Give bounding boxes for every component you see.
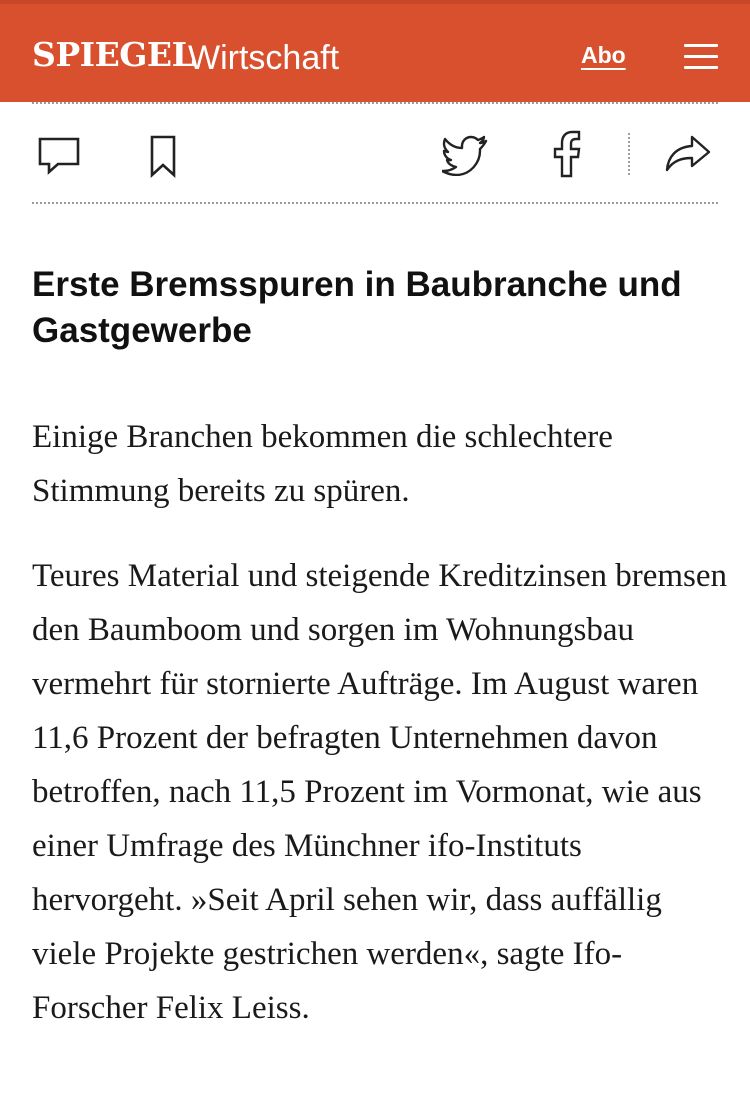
toolbar-separator [628,133,630,175]
comment-icon[interactable] [37,136,83,176]
divider [32,102,718,104]
abo-link[interactable]: Abo [581,42,626,68]
section-title[interactable]: Wirtschaft [188,39,340,77]
hamburger-menu-icon[interactable] [684,42,720,70]
top-bar [0,0,750,102]
share-icon[interactable] [664,134,712,174]
article-paragraph: Teures Material und steigende Kreditzinsen bremsen den Baumboom und sorgen im Wohnungsbau vermehrt für stornierte Aufträge. Im August waren 11,6 Prozent der befragten Unternehmen davon betroffen, nach 11,5 Prozent im Vormonat, wie aus einer Umfrage des Münchner ifo-Instituts hervorgeht. »Seit April sehen wir, dass auffällig viele Projekte gestrichen werden«, sagte Ifo-Forscher Felix Leiss. [32,558,728,1026]
spiegel-logo[interactable]: SPIEGEL [32,35,195,74]
twitter-icon[interactable] [442,134,490,176]
article-paragraph: Einige Branchen bekommen die schlechtere Stimmung bereits zu spüren. [32,419,613,509]
article-headline: Erste Bremsspuren in Baubranche und Gastgewerbe [32,265,682,350]
divider [32,202,718,204]
bookmark-icon[interactable] [148,135,180,179]
facebook-icon[interactable] [552,130,582,178]
